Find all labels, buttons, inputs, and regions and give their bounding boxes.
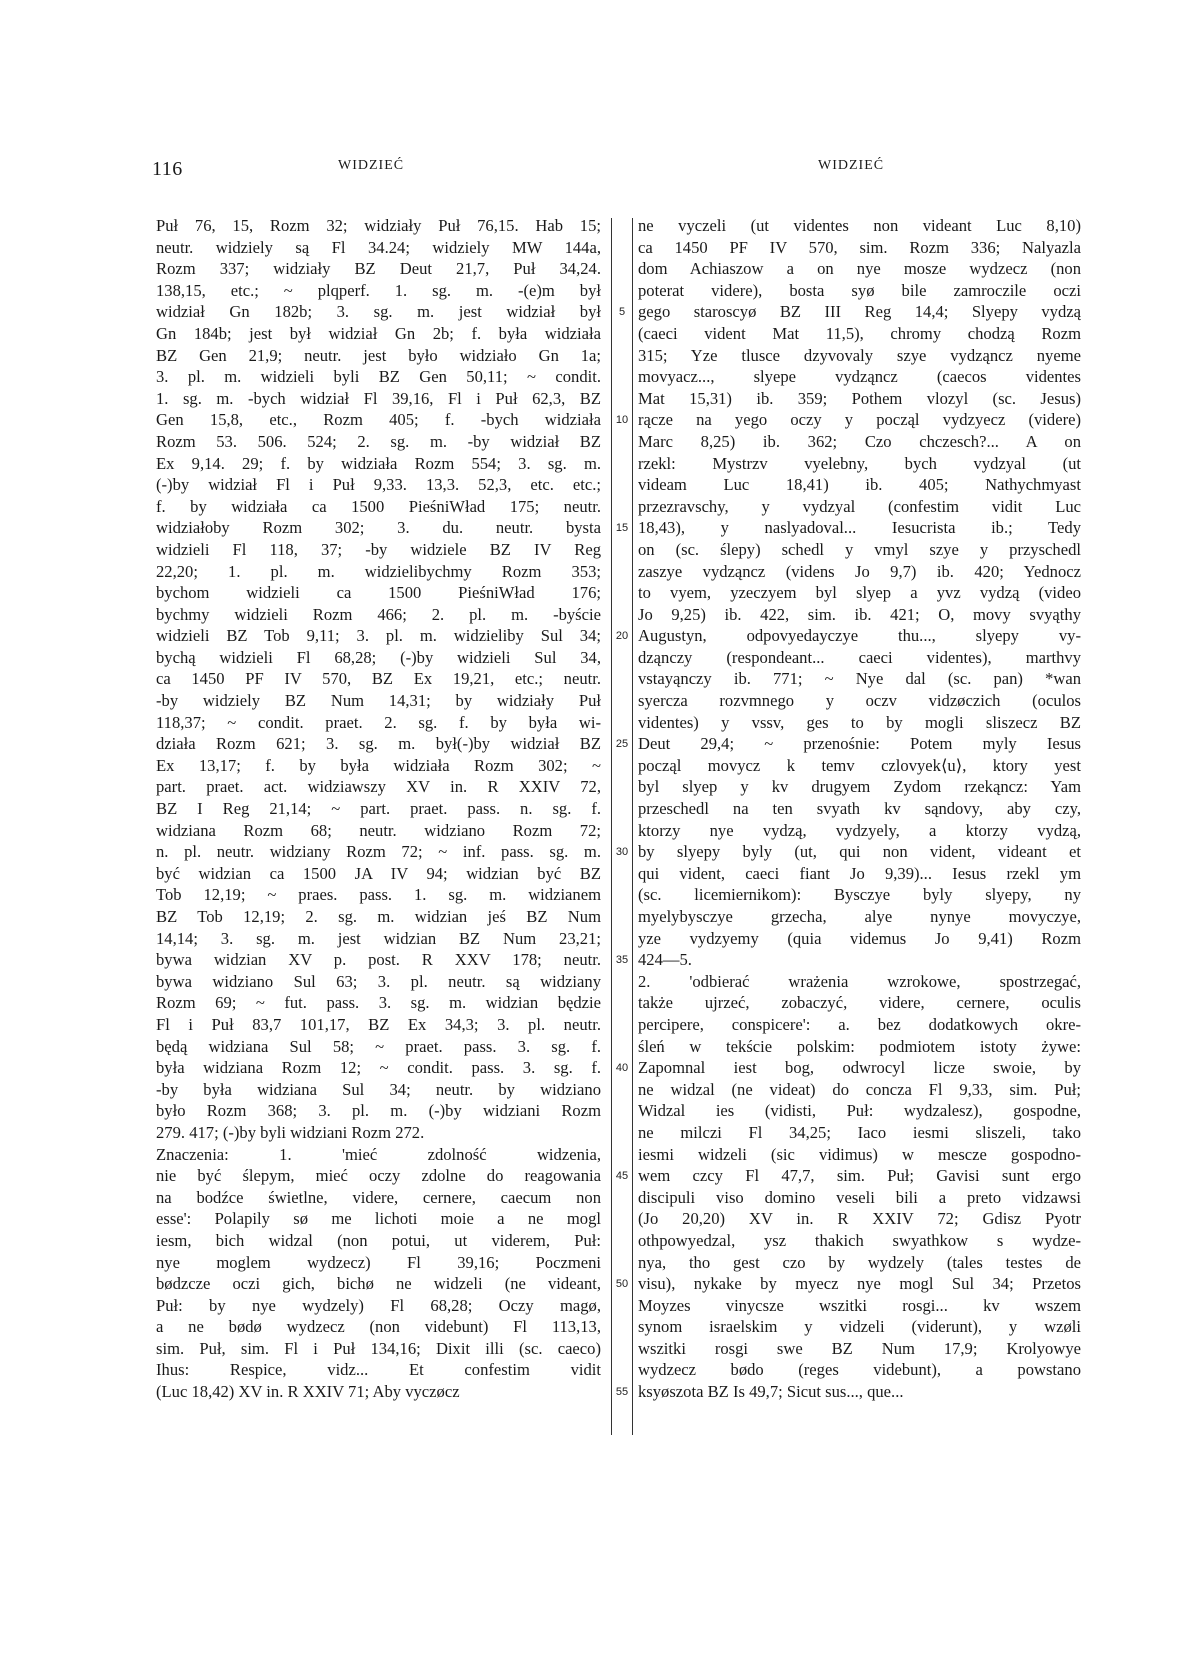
text-line: n. pl. neutr. widziany Rozm 72; ~ inf. pass. sg. m. bbox=[156, 842, 601, 862]
text-line: Zapomnal iest bog, odwrocyl licze swoie, by bbox=[638, 1058, 1081, 1078]
text-line: videntes) y vssv, ges to by mogli sliszecz BZ bbox=[638, 712, 1081, 732]
text-line: wszitki rosgi swe BZ Num 17,9; Krolyowye bbox=[638, 1338, 1081, 1358]
text-line: (-)by widział Fl i Puł 9,33. 13,3. 52,3, etc. etc.; bbox=[156, 475, 601, 495]
line-number: 10 bbox=[615, 414, 629, 427]
text-line: 424—5. bbox=[638, 950, 692, 970]
text-line: Augustyn, odpovyedayczye thu..., slyepy vy- bbox=[638, 626, 1081, 646]
text-line: było Rozm 368; 3. pl. m. (-)by widziani Rozm bbox=[156, 1101, 601, 1121]
text-line: 2. 'odbierać wrażenia wzrokowe, spostrzegać, bbox=[638, 971, 1081, 991]
text-line: dząnczy (respondeant... caeci videntes), marthvy bbox=[638, 647, 1081, 667]
right-text-column bbox=[638, 215, 1081, 1403]
text-line: widział Gn 182b; 3. sg. m. jest widział był bbox=[156, 302, 601, 322]
text-line: othpowyedzal, ysz thakich swyathkow s wydze- bbox=[638, 1230, 1081, 1250]
text-line: widziałoby Rozm 302; 3. du. neutr. bysta bbox=[156, 518, 601, 538]
text-line: bødzcze oczi gich, bichø ne widzeli (ne videant, bbox=[156, 1274, 601, 1294]
text-line: Jo 9,25) ib. 422, sim. ib. 421; O, movy svyąthy bbox=[638, 604, 1081, 624]
text-line: Ihus: Respice, vidz... Et confestim vidit bbox=[156, 1360, 601, 1380]
text-line: działa Rozm 621; 3. sg. m. był(-)by widział BZ bbox=[156, 734, 601, 754]
text-line: Moyzes vinycsze wszitki rosgi... kv wszem bbox=[638, 1295, 1081, 1315]
column-rule-right bbox=[632, 218, 633, 1435]
text-line: a ne bødø wydzecz (non videbunt) Fl 113,13, bbox=[156, 1317, 601, 1337]
text-line: ca 1450 PF IV 570, BZ Ex 19,21, etc.; neutr. bbox=[156, 669, 601, 689]
text-line: videam Luc 18,41) ib. 405; Nathychmyast bbox=[638, 475, 1081, 495]
text-line: 138,15, etc.; ~ plqperf. 1. sg. m. -(e)m był bbox=[156, 280, 601, 300]
page-number: 116 bbox=[152, 158, 183, 180]
text-line: widzieli BZ Tob 9,11; 3. pl. m. widzieliby Sul 34; bbox=[156, 626, 601, 646]
text-line: iesm, bich widzal (non potui, ut viderem, Puł: bbox=[156, 1230, 601, 1250]
text-line: vstayąnczy ib. 771; ~ Nye dal (sc. pan) *wan bbox=[638, 669, 1081, 689]
text-line: Puł: by nye wydzely) Fl 68,28; Oczy magø, bbox=[156, 1295, 601, 1315]
text-line: być widzian ca 1500 JA IV 94; widzian być BZ bbox=[156, 863, 601, 883]
text-line: sim. Puł, sim. Fl i Puł 134,16; Dixit illi (sc. caeco) bbox=[156, 1338, 601, 1358]
line-number: 30 bbox=[615, 846, 629, 859]
text-line: ksyøszota BZ Is 49,7; Sicut sus..., que... bbox=[638, 1382, 904, 1402]
text-line: Ex 9,14. 29; f. by widziała Rozm 554; 3. sg. m. bbox=[156, 453, 601, 473]
text-line: -by widziely BZ Num 14,31; by widziały Puł bbox=[156, 691, 601, 711]
text-line: rącze na yego oczy y począl vydzyecz (videre) bbox=[638, 410, 1081, 430]
text-line: 1. sg. m. -bych widział Fl 39,16, Fl i Puł 62,3, BZ bbox=[156, 388, 601, 408]
text-line: by slyepy byly (ut, qui non vident, videant et bbox=[638, 842, 1081, 862]
text-line: Puł 76, 15, Rozm 32; widziały Puł 76,15. Hab 15; bbox=[156, 216, 601, 235]
text-line: Rozm 69; ~ fut. pass. 3. sg. m. widzian będzie bbox=[156, 993, 601, 1013]
line-number: 45 bbox=[615, 1170, 629, 1183]
text-line: synom israelskim y vidzeli (viderunt), y wzøli bbox=[638, 1317, 1081, 1337]
line-number: 5 bbox=[618, 306, 626, 319]
text-line: wydzecz bødo (reges videbunt), a powstano bbox=[638, 1360, 1081, 1380]
text-line: ktorzy nye vydzą, vydzyely, a ktorzy vydzą, bbox=[638, 820, 1081, 840]
text-line: esse': Polapily sø me lichoti moie a ne mogl bbox=[156, 1209, 601, 1229]
line-number: 20 bbox=[615, 630, 629, 643]
text-line: Marc 8,25) ib. 362; Czo chczesch?... A on bbox=[638, 431, 1081, 451]
text-line: począl movycz k temv czlovyek⟨u⟩, ktory yest bbox=[638, 755, 1081, 775]
line-number: 35 bbox=[615, 954, 629, 967]
text-line: 22,20; 1. pl. m. widzielibychmy Rozm 353; bbox=[156, 561, 601, 581]
text-line: 3. pl. m. widzieli byli BZ Gen 50,11; ~ condit. bbox=[156, 367, 601, 387]
text-line: Rozm 337; widziały BZ Deut 21,7, Puł 34,24. bbox=[156, 259, 601, 279]
text-line: -by była widziana Sul 34; neutr. by widziano bbox=[156, 1079, 601, 1099]
text-line: Fl i Puł 83,7 101,17, BZ Ex 34,3; 3. pl. neutr. bbox=[156, 1014, 601, 1034]
text-line: (Jo 20,20) XV in. R XXIV 72; Gdisz Pyotr bbox=[638, 1209, 1081, 1229]
text-line: na bodźce świetlne, videre, cernere, caecum non bbox=[156, 1187, 601, 1207]
text-line: percipere, conspicere': a. bez dodatkowych okre- bbox=[638, 1014, 1081, 1034]
text-line: (Luc 18,42) XV in. R XXIV 71; Aby vyczøcz bbox=[156, 1382, 460, 1402]
text-line: poterat videre), bosta syø bile zamroczile oczi bbox=[638, 280, 1081, 300]
text-line: yze vydzyemy (quia videmus Jo 9,41) Rozm bbox=[638, 928, 1081, 948]
text-line: discipuli viso domino veseli bili a preto vidzawsi bbox=[638, 1187, 1081, 1207]
text-line: bywa widziano Sul 63; 3. pl. neutr. są widziany bbox=[156, 971, 601, 991]
text-line: Ex 13,17; f. by była widziała Rozm 302; ~ bbox=[156, 755, 601, 775]
text-line: ne vyczeli (ut videntes non videant Luc 8,10) bbox=[638, 216, 1081, 235]
text-line: Znaczenia: 1. 'mieć zdolność widzenia, bbox=[156, 1144, 601, 1164]
text-line: nya, tho gest czo by wydzely (tales testes de bbox=[638, 1252, 1081, 1272]
text-line: BZ Tob 12,19; 2. sg. m. widzian jeś BZ Num bbox=[156, 907, 601, 926]
left-text-column bbox=[156, 215, 601, 1403]
text-line: 118,37; ~ condit. praet. 2. sg. f. by była wi- bbox=[156, 712, 601, 732]
text-line: part. praet. act. widziawszy XV in. R XXIV 72, bbox=[156, 777, 601, 797]
text-line: przezravschy, y vydzyal (confestim vidit Luc bbox=[638, 496, 1081, 516]
running-head-left: WIDZIEĆ bbox=[338, 158, 405, 173]
text-line: śleń w tekście polskim: podmiotem istoty żywe: bbox=[638, 1036, 1081, 1056]
text-line: była widziana Rozm 12; ~ condit. pass. 3. sg. f. bbox=[156, 1058, 601, 1078]
text-line: dom Achiaszow a on nye mosze wydzecz (non bbox=[638, 259, 1081, 279]
text-line: Tob 12,19; ~ praes. pass. 1. sg. m. widzianem bbox=[156, 885, 601, 905]
text-line: będą widziana Sul 58; ~ praet. pass. 3. sg. f. bbox=[156, 1036, 601, 1056]
text-line: wem czcy Fl 47,7, sim. Puł; Gavisi sunt ergo bbox=[638, 1166, 1081, 1186]
text-line: także ujrzeć, zobaczyć, videre, cernere, oculis bbox=[638, 993, 1081, 1013]
text-line: widziana Rozm 68; neutr. widziano Rozm 72; bbox=[156, 820, 601, 840]
text-line: 315; Yze tlusce dzyvovaly szye vydząncz nyeme bbox=[638, 345, 1081, 365]
column-rule-left bbox=[611, 218, 612, 1435]
text-line: zaszye vydząncz (videns Jo 9,7) ib. 420; Yednocz bbox=[638, 561, 1081, 581]
text-line: bychą widzieli Fl 68,28; (-)by widzieli Sul 34, bbox=[156, 647, 601, 667]
text-line: BZ Gen 21,9; neutr. jest było widziało Gn 1a; bbox=[156, 345, 601, 365]
text-line: rzekl: Mystrzv vyelebny, bych vydzyal (ut bbox=[638, 453, 1081, 473]
text-line: movyacz..., slyepe vydząncz (caecos videntes bbox=[638, 367, 1081, 387]
text-line: ca 1450 PF IV 570, sim. Rozm 336; Nalyazla bbox=[638, 237, 1081, 257]
text-line: Gen 15,8, etc., Rozm 405; f. -bych widziała bbox=[156, 410, 601, 430]
text-line: 279. 417; (-)by byli widziani Rozm 272. bbox=[156, 1122, 425, 1142]
text-line: nie być ślepym, mieć oczy zdolne do reagowania bbox=[156, 1166, 601, 1186]
text-line: on (sc. ślepy) schedl y vmyl szye y przyschedl bbox=[638, 539, 1081, 559]
text-line: to vyem, yzeczyem byl slyep a yvz vydzą (video bbox=[638, 583, 1081, 603]
text-line: iesmi widzeli (sic vidimus) w mescze gospodno- bbox=[638, 1144, 1081, 1164]
text-line: f. by widziała ca 1500 PieśniWład 175; neutr. bbox=[156, 496, 601, 516]
line-number: 50 bbox=[615, 1278, 629, 1291]
text-line: myelybysczye grzecha, alye nynye movyczye, bbox=[638, 907, 1081, 926]
text-line: syercza rozvmnego y oczv vidzøczich (oculos bbox=[638, 691, 1081, 711]
text-line: gego staroscyø BZ III Reg 14,4; Slyepy vydzą bbox=[638, 302, 1081, 322]
text-line: (caeci vident Mat 11,5), chromy chodzą Rozm bbox=[638, 323, 1081, 343]
text-line: visu), nykake by myecz nye mogl Sul 34; Przetos bbox=[638, 1274, 1081, 1294]
running-head-right: WIDZIEĆ bbox=[818, 158, 885, 173]
text-line: ne widzal (ne videat) do concza Fl 9,33, sim. Puł; bbox=[638, 1079, 1081, 1099]
text-line: przeschedl na ten svyath kv sąndovy, aby czy, bbox=[638, 799, 1081, 819]
text-line: Rozm 53. 506. 524; 2. sg. m. -by widział BZ bbox=[156, 431, 601, 451]
text-line: neutr. widziely są Fl 34.24; widziely MW 144a, bbox=[156, 237, 601, 257]
text-line: ne milczi Fl 34,25; Iaco iesmi sliszeli, tako bbox=[638, 1122, 1081, 1142]
text-line: byl slyep y kv drugyem Zydom rzekąncz: Yam bbox=[638, 777, 1081, 797]
text-line: (sc. licemiernikom): Bysczye byly slyepy, ny bbox=[638, 885, 1081, 905]
text-line: bychmy widzieli Rozm 466; 2. pl. m. -byście bbox=[156, 604, 601, 624]
text-line: Deut 29,4; ~ przenośnie: Potem myly Iesus bbox=[638, 734, 1081, 754]
text-line: 14,14; 3. sg. m. jest widzian BZ Num 23,21; bbox=[156, 928, 601, 948]
text-line: Gn 184b; jest był widział Gn 2b; f. była widziała bbox=[156, 323, 601, 343]
line-number: 25 bbox=[615, 738, 629, 751]
text-line: Widzal ies (vidisti, Puł: wydzalesz), gospodne, bbox=[638, 1101, 1081, 1121]
text-line: 18,43), y naslyadoval... Iesucrista ib.; Tedy bbox=[638, 518, 1081, 538]
text-line: bywa widzian XV p. post. R XXV 178; neutr. bbox=[156, 950, 601, 970]
text-line: widzieli Fl 118, 37; -by widziele BZ IV Reg bbox=[156, 539, 601, 559]
line-number: 15 bbox=[615, 522, 629, 535]
text-line: bychom widzieli ca 1500 PieśniWład 176; bbox=[156, 583, 601, 603]
line-number: 55 bbox=[615, 1386, 629, 1399]
text-line: nye moglem wydzecz) Fl 39,16; Poczmeni bbox=[156, 1252, 601, 1272]
text-line: Mat 15,31) ib. 359; Pothem vlozyl (sc. Jesus) bbox=[638, 388, 1081, 408]
text-line: qui vident, caeci fiant Jo 9,39)... Iesus rzekl ym bbox=[638, 863, 1081, 883]
line-number: 40 bbox=[615, 1062, 629, 1075]
text-line: BZ I Reg 21,14; ~ part. praet. pass. n. sg. f. bbox=[156, 799, 601, 819]
